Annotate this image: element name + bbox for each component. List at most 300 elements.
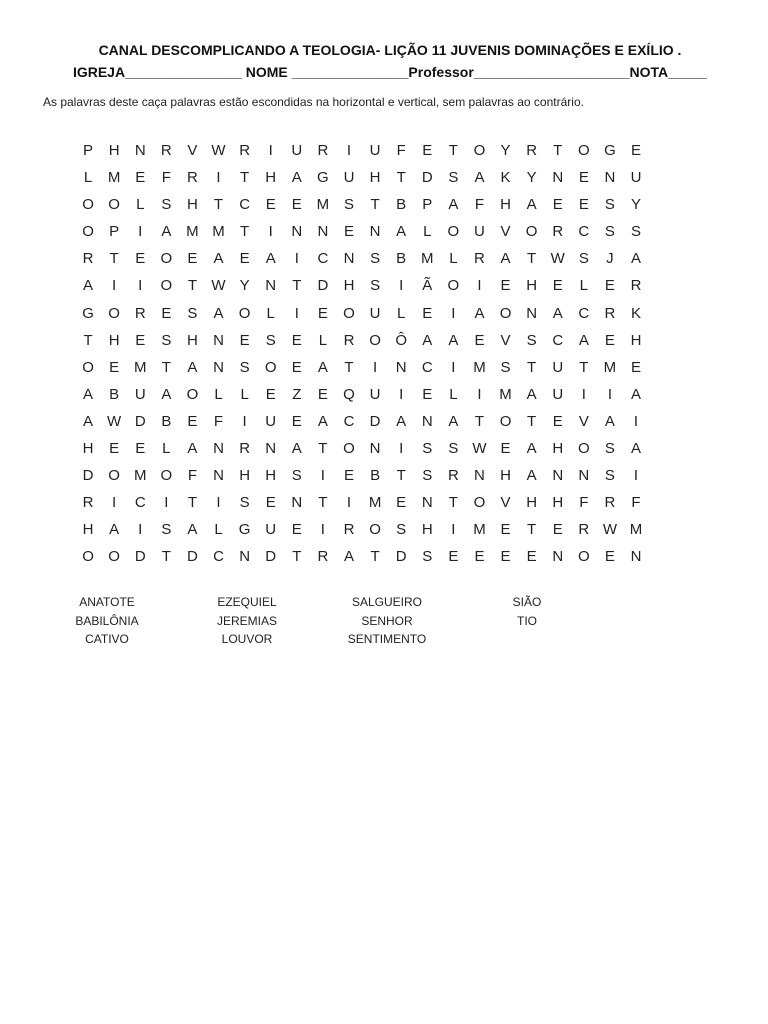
grid-letter: H — [187, 331, 198, 349]
grid-letter: E — [604, 548, 615, 566]
grid-letter: M — [499, 385, 512, 403]
grid-letter: U — [265, 412, 277, 430]
grid-letter: E — [396, 494, 407, 512]
grid-letter: A — [474, 304, 485, 322]
grid-letter: G — [317, 169, 329, 187]
grid-letter: A — [526, 385, 537, 403]
grid-letter: A — [604, 412, 615, 430]
grid-letter: O — [499, 304, 512, 322]
grid-letter: L — [266, 304, 275, 322]
grid-letter: R — [526, 142, 538, 159]
grid-letter: O — [447, 223, 460, 241]
grid-letter: N — [578, 467, 590, 485]
grid-letter: K — [500, 169, 511, 187]
grid-letter: U — [630, 169, 642, 187]
grid-letter: S — [422, 548, 433, 566]
grid-letter: S — [239, 358, 250, 376]
grid-letter: T — [527, 412, 537, 430]
grid-letter: H — [552, 494, 564, 512]
grid-letter: E — [604, 331, 615, 349]
grid-letter: H — [265, 467, 277, 485]
grid-letter: I — [112, 277, 117, 295]
grid-letter: E — [239, 331, 250, 349]
grid-letter: N — [291, 223, 303, 241]
grid-letter: W — [211, 142, 226, 159]
grid-letter: E — [552, 277, 563, 295]
grid-letter: A — [448, 412, 459, 430]
grid-letter: R — [239, 440, 251, 458]
word-list-column-4 — [513, 593, 542, 630]
grid-letter: A — [213, 250, 224, 268]
grid-letter: S — [578, 250, 589, 268]
grid-letter: E — [291, 196, 302, 214]
grid-letter: C — [213, 548, 224, 566]
grid-letter: R — [160, 142, 172, 159]
grid-letter: M — [212, 223, 225, 241]
grid-letter: L — [579, 277, 588, 295]
grid-letter: T — [344, 358, 354, 376]
grid-letter: H — [239, 467, 251, 485]
grid-letter: M — [186, 223, 199, 241]
grid-letter: O — [238, 304, 251, 322]
grid-letter: O — [108, 548, 120, 566]
grid-letter: T — [396, 467, 406, 485]
grid-letter: E — [291, 521, 302, 539]
grid-letter: D — [134, 548, 146, 566]
grid-letter: A — [291, 169, 302, 187]
grid-letter: F — [579, 494, 589, 512]
grid-letter: A — [422, 331, 433, 349]
grid-letter: E — [317, 385, 328, 403]
word-item: SENTIMENTO — [347, 632, 427, 646]
word-search-grid — [75, 141, 649, 575]
grid-letter: M — [473, 521, 486, 539]
grid-letter: E — [265, 196, 276, 214]
grid-letter: E — [135, 331, 146, 349]
grid-letter: S — [396, 521, 407, 539]
grid-letter: O — [186, 385, 199, 403]
grid-letter: M — [603, 358, 617, 376]
grid-letter: N — [265, 440, 277, 458]
grid-letter: U — [552, 385, 564, 403]
grid-letter: R — [82, 494, 94, 512]
grid-letter: O — [473, 142, 486, 159]
grid-letter: T — [240, 169, 250, 187]
grid-letter: I — [216, 494, 221, 512]
grid-letter: T — [448, 494, 458, 512]
grid-letter: P — [109, 223, 120, 241]
grid-letter: G — [82, 304, 94, 322]
grid-letter: A — [526, 467, 537, 485]
grid-letter: O — [447, 277, 460, 295]
grid-letter: I — [346, 142, 352, 159]
grid-letter: E — [604, 277, 615, 295]
grid-letter: F — [161, 169, 171, 187]
grid-letter: I — [320, 521, 325, 539]
grid-letter: F — [474, 196, 485, 214]
grid-letter: A — [631, 385, 642, 403]
grid-letter: A — [396, 223, 407, 241]
grid-letter: R — [343, 521, 355, 539]
grid-letter: C — [421, 358, 433, 376]
grid-letter: S — [422, 440, 433, 458]
grid-letter: L — [449, 250, 458, 268]
grid-letter: C — [239, 196, 251, 214]
grid-letter: E — [317, 304, 328, 322]
grid-letter: A — [83, 277, 94, 295]
grid-letter: O — [577, 440, 590, 458]
grid-letter: S — [161, 196, 172, 214]
grid-letter: W — [472, 440, 487, 458]
grid-letter: S — [187, 304, 198, 322]
grid-letter: O — [577, 142, 590, 159]
grid-letter: A — [448, 196, 459, 214]
grid-letter: O — [473, 494, 486, 512]
grid-letter: D — [187, 548, 198, 566]
grid-letter: P — [422, 196, 433, 214]
grid-letter: U — [369, 385, 381, 403]
grid-letter: V — [500, 223, 511, 241]
grid-letter: A — [161, 385, 172, 403]
grid-letter: E — [135, 250, 146, 268]
grid-letter: N — [213, 358, 224, 376]
grid-letter: O — [525, 223, 538, 241]
grid-letter: C — [134, 494, 146, 512]
grid-letter: O — [369, 521, 381, 539]
grid-letter: I — [138, 277, 143, 295]
grid-letter: N — [213, 331, 224, 349]
grid-letter: T — [161, 548, 171, 566]
grid-letter: N — [395, 358, 407, 376]
grid-letter: A — [213, 304, 224, 322]
grid-letter: O — [108, 196, 120, 214]
grid-letter: A — [187, 521, 198, 539]
grid-letter: R — [604, 304, 616, 322]
grid-letter: V — [500, 331, 511, 349]
grid-letter: N — [526, 304, 538, 322]
grid-letter: H — [552, 440, 564, 458]
grid-letter: N — [317, 223, 329, 241]
grid-letter: T — [318, 440, 328, 458]
grid-letter: R — [604, 494, 616, 512]
grid-letter: O — [82, 196, 94, 214]
grid-letter: N — [369, 223, 381, 241]
grid-letter: O — [160, 467, 173, 485]
grid-letter: A — [83, 385, 94, 403]
grid-letter: E — [291, 358, 302, 376]
grid-letter: O — [264, 358, 277, 376]
grid-letter: H — [630, 331, 642, 349]
grid-letter: I — [399, 385, 404, 403]
grid-letter: I — [451, 304, 456, 322]
grid-letter: S — [604, 467, 615, 485]
grid-letter: A — [396, 412, 407, 430]
grid-letter: M — [629, 521, 643, 539]
grid-letter: E — [291, 331, 302, 349]
grid-letter: E — [109, 440, 120, 458]
grid-letter: A — [317, 358, 328, 376]
grid-letter: H — [369, 169, 381, 187]
grid-letter: E — [500, 277, 511, 295]
grid-letter: O — [82, 223, 94, 241]
grid-letter: S — [448, 169, 459, 187]
grid-letter: K — [631, 304, 642, 322]
grid-letter: I — [607, 385, 612, 403]
grid-letter: D — [134, 412, 146, 430]
grid-letter: E — [135, 169, 146, 187]
grid-letter: O — [343, 440, 355, 458]
grid-letter: S — [161, 521, 172, 539]
grid-letter: A — [317, 412, 328, 430]
grid-letter: Z — [292, 385, 302, 403]
grid-letter: A — [187, 440, 198, 458]
grid-letter: H — [108, 331, 120, 349]
grid-letter: I — [268, 223, 273, 241]
grid-letter: M — [316, 196, 330, 214]
grid-letter: B — [370, 467, 381, 485]
grid-letter: E — [552, 521, 563, 539]
page-title: CANAL DESCOMPLICANDO A TEOLOGIA- LIÇÃO 11 JUVENIS DOMINAÇÕES E EXÍLIO . — [98, 42, 682, 58]
grid-letter: N — [239, 548, 251, 566]
grid-letter: T — [161, 358, 171, 376]
instruction-text: As palavras deste caça palavras estão escondidas na horizontal e vertical, sem palavras ao contrário. — [43, 95, 584, 109]
grid-letter: E — [631, 142, 642, 159]
grid-letter: S — [265, 331, 276, 349]
grid-letter: B — [396, 250, 407, 268]
grid-letter: H — [500, 467, 511, 485]
grid-letter: R — [578, 521, 590, 539]
grid-letter: R — [317, 142, 329, 159]
grid-letter: R — [343, 331, 355, 349]
grid-letter: M — [421, 250, 434, 268]
grid-letter: A — [343, 548, 354, 566]
grid-letter: G — [238, 521, 251, 539]
grid-letter: L — [240, 385, 249, 403]
grid-letter: I — [242, 412, 247, 430]
grid-letter: R — [134, 304, 146, 322]
grid-letter: O — [160, 277, 173, 295]
grid-letter: E — [578, 169, 589, 187]
grid-letter: U — [369, 304, 381, 322]
grid-letter: R — [552, 223, 564, 241]
grid-letter: O — [577, 548, 590, 566]
grid-letter: E — [578, 196, 589, 214]
word-item: EZEQUIEL — [217, 595, 277, 609]
grid-letter: C — [343, 412, 355, 430]
grid-letter: A — [448, 331, 459, 349]
grid-letter: R — [187, 169, 198, 187]
grid-letter: B — [109, 385, 120, 403]
grid-letter: T — [370, 548, 380, 566]
word-list-column-2 — [217, 593, 277, 649]
grid-letter: U — [134, 385, 146, 403]
word-list-column-1 — [75, 593, 138, 649]
grid-letter: W — [107, 412, 122, 430]
grid-letter: N — [291, 494, 303, 512]
grid-letter: I — [346, 494, 352, 512]
grid-letter: E — [422, 304, 433, 322]
grid-letter: F — [631, 494, 641, 512]
grid-letter: H — [500, 196, 511, 214]
grid-letter: N — [552, 169, 564, 187]
grid-letter: E — [109, 358, 120, 376]
grid-letter: E — [552, 412, 563, 430]
grid-letter: D — [82, 467, 94, 485]
grid-letter: M — [107, 169, 121, 187]
grid-letter: T — [83, 331, 93, 349]
grid-letter: I — [477, 385, 482, 403]
grid-letter: T — [109, 250, 119, 268]
grid-letter: T — [213, 196, 224, 214]
grid-letter: Y — [239, 277, 250, 295]
grid-letter: U — [369, 142, 381, 159]
grid-letter: S — [500, 358, 511, 376]
grid-letter: E — [343, 223, 354, 241]
grid-letter: I — [138, 521, 143, 539]
grid-letter: V — [187, 142, 198, 159]
grid-letter: I — [399, 277, 404, 295]
grid-letter: L — [397, 304, 406, 322]
grid-letter: R — [82, 250, 94, 268]
grid-letter: O — [108, 304, 120, 322]
grid-letter: N — [421, 412, 433, 430]
grid-letter: S — [370, 250, 381, 268]
grid-letter: T — [527, 250, 537, 268]
grid-letter: S — [631, 223, 642, 241]
grid-letter: S — [370, 277, 381, 295]
grid-letter: I — [164, 494, 169, 512]
grid-letter: V — [500, 494, 511, 512]
grid-letter: I — [216, 169, 221, 187]
grid-letter: E — [422, 385, 433, 403]
grid-letter: E — [448, 548, 459, 566]
grid-letter: F — [187, 467, 197, 485]
grid-letter: I — [112, 494, 117, 512]
grid-letter: A — [526, 196, 537, 214]
grid-letter: S — [343, 196, 354, 214]
grid-letter: O — [160, 250, 173, 268]
grid-letter: D — [395, 548, 407, 566]
grid-letter: O — [499, 412, 512, 430]
word-item: JEREMIAS — [216, 613, 278, 628]
grid-letter: E — [526, 548, 537, 566]
grid-letter: P — [83, 142, 94, 159]
grid-letter: Ô — [395, 331, 407, 349]
grid-letter: N — [369, 440, 381, 458]
grid-letter: E — [291, 412, 302, 430]
grid-letter: O — [343, 304, 355, 322]
grid-letter: E — [265, 494, 276, 512]
grid-letter: R — [317, 548, 329, 566]
grid-letter: E — [474, 331, 485, 349]
grid-letter: T — [527, 521, 537, 539]
grid-letter: N — [630, 548, 642, 566]
grid-letter: S — [422, 467, 433, 485]
grid-letter: F — [213, 412, 224, 430]
grid-letter: H — [526, 494, 538, 512]
grid-letter: U — [291, 142, 303, 159]
word-item: ANATOTE — [79, 595, 135, 609]
grid-letter: S — [448, 440, 459, 458]
grid-letter: L — [83, 169, 93, 187]
grid-letter: E — [500, 548, 511, 566]
grid-letter: O — [82, 548, 94, 566]
grid-letter: Y — [526, 169, 537, 187]
grid-letter: S — [526, 331, 537, 349]
grid-letter: Ã — [422, 277, 433, 295]
grid-letter: I — [294, 304, 299, 322]
grid-letter: A — [291, 440, 302, 458]
grid-letter: O — [108, 467, 120, 485]
grid-letter: I — [294, 250, 299, 268]
grid-letter: Y — [631, 196, 642, 214]
grid-letter: E — [161, 304, 172, 322]
grid-letter: N — [604, 169, 616, 187]
grid-letter: T — [292, 548, 302, 566]
word-item: SALGUEIRO — [351, 595, 423, 609]
grid-letter: U — [265, 521, 277, 539]
word-item: TIO — [517, 613, 537, 628]
grid-letter: H — [265, 169, 277, 187]
grid-letter: I — [268, 142, 273, 159]
grid-letter: C — [578, 304, 590, 322]
grid-letter: A — [500, 250, 511, 268]
word-item: SENHOR — [361, 613, 413, 628]
grid-letter: L — [214, 521, 223, 539]
grid-letter: A — [631, 250, 642, 268]
grid-letter: E — [187, 250, 198, 268]
grid-letter: E — [343, 467, 354, 485]
grid-letter: F — [396, 142, 406, 159]
grid-letter: I — [477, 277, 482, 295]
grid-letter: H — [343, 277, 355, 295]
grid-letter: C — [552, 331, 564, 349]
grid-letter: M — [473, 358, 486, 376]
word-item: LOUVOR — [221, 632, 273, 646]
grid-letter: E — [135, 440, 146, 458]
grid-letter: E — [500, 440, 511, 458]
grid-letter: R — [630, 277, 642, 295]
grid-letter: R — [474, 250, 485, 268]
grid-letter: T — [396, 169, 406, 187]
grid-letter: D — [265, 548, 277, 566]
grid-letter: O — [82, 358, 94, 376]
grid-letter: W — [211, 277, 226, 295]
grid-letter: O — [369, 331, 381, 349]
grid-letter: N — [343, 250, 355, 268]
grid-letter: N — [552, 467, 564, 485]
grid-letter: N — [265, 277, 277, 295]
word-item: CATIVO — [85, 632, 129, 646]
grid-letter: U — [474, 223, 485, 241]
grid-letter: N — [552, 548, 564, 566]
grid-letter: I — [399, 440, 404, 458]
grid-letter: T — [474, 412, 485, 430]
grid-letter: T — [187, 494, 197, 512]
grid-letter: I — [138, 223, 143, 241]
grid-letter: N — [213, 440, 224, 458]
grid-letter: S — [161, 331, 172, 349]
grid-letter: T — [527, 358, 537, 376]
grid-letter: T — [318, 494, 328, 512]
grid-letter: D — [317, 277, 329, 295]
grid-letter: T — [370, 196, 380, 214]
grid-letter: W — [602, 521, 617, 539]
grid-letter: E — [474, 548, 485, 566]
grid-letter: I — [633, 412, 639, 430]
grid-letter: E — [552, 196, 563, 214]
grid-letter: H — [82, 440, 94, 458]
